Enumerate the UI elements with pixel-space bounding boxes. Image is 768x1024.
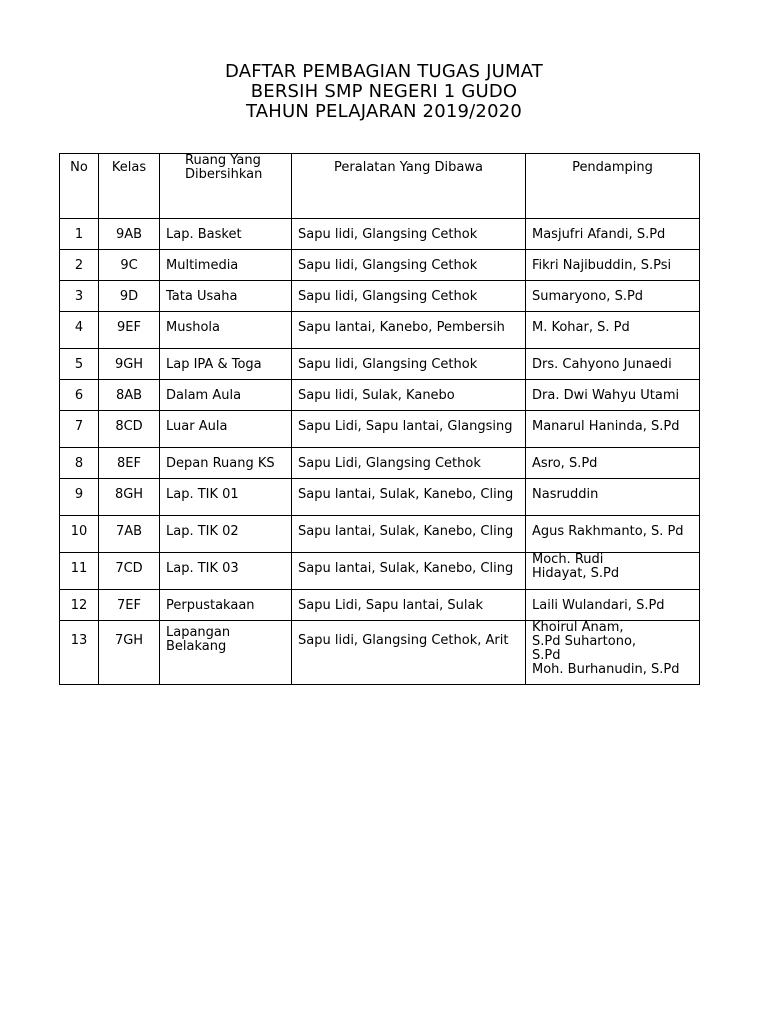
cell-ruang: Tata Usaha [160, 281, 292, 312]
cell-ruang: Lap. Basket [160, 219, 292, 250]
pendamping-line: S.Pd Suhartono, [532, 634, 637, 649]
cell-kelas: 7GH [99, 621, 160, 685]
cell-ruang: Mushola [160, 312, 292, 349]
cell-ruang: Lap. TIK 01 [160, 479, 292, 516]
cell-pendamping: Fikri Najibuddin, S.Psi [526, 250, 700, 281]
cell-peralatan: Sapu lidi, Glangsing Cethok [292, 219, 526, 250]
duty-table [59, 153, 700, 685]
table-header-row [60, 154, 700, 219]
cell-peralatan: Sapu Lidi, Glangsing Cethok [292, 448, 526, 479]
cell-peralatan: Sapu lidi, Glangsing Cethok [292, 281, 526, 312]
pendamping-line: S.Pd [532, 648, 561, 663]
table-row [60, 516, 700, 553]
header-no: No [60, 154, 99, 219]
cell-pendamping: Masjufri Afandi, S.Pd [526, 219, 700, 250]
cell-peralatan: Sapu lidi, Glangsing Cethok [292, 349, 526, 380]
table-row [60, 590, 700, 621]
cell-ruang: Luar Aula [160, 411, 292, 448]
cell-ruang: Lapangan Belakang [160, 621, 292, 685]
header-ruang: Ruang Yang Dibersihkan [160, 154, 292, 219]
cell-ruang: Depan Ruang KS [160, 448, 292, 479]
table-row [60, 553, 700, 590]
cell-kelas: 7CD [99, 553, 160, 590]
cell-pendamping: Dra. Dwi Wahyu Utami [526, 380, 700, 411]
cell-pendamping: Laili Wulandari, S.Pd [526, 590, 700, 621]
cell-kelas: 9C [99, 250, 160, 281]
title-line-3: TAHUN PELAJARAN 2019/2020 [245, 101, 523, 122]
table-row [60, 312, 700, 349]
table-row [60, 479, 700, 516]
cell-peralatan: Sapu lidi, Glangsing Cethok [292, 250, 526, 281]
table-row [60, 411, 700, 448]
cell-pendamping: Nasruddin [526, 479, 700, 516]
cell-no: 11 [60, 553, 99, 590]
cell-ruang: Dalam Aula [160, 380, 292, 411]
cell-pendamping [526, 621, 700, 685]
cell-no: 2 [60, 250, 99, 281]
cell-no: 12 [60, 590, 99, 621]
cell-no: 4 [60, 312, 99, 349]
cell-no: 7 [60, 411, 99, 448]
table-row [60, 621, 700, 685]
cell-peralatan: Sapu lantai, Sulak, Kanebo, Cling [292, 553, 526, 590]
cell-ruang: Lap IPA & Toga [160, 349, 292, 380]
pendamping-line: Khoirul Anam, [532, 620, 624, 635]
cell-pendamping: Manarul Haninda, S.Pd [526, 411, 700, 448]
cell-no: 5 [60, 349, 99, 380]
cell-no: 6 [60, 380, 99, 411]
cell-ruang: Lap. TIK 03 [160, 553, 292, 590]
cell-pendamping: Drs. Cahyono Junaedi [526, 349, 700, 380]
cell-peralatan: Sapu lantai, Sulak, Kanebo, Cling [292, 516, 526, 553]
cell-kelas: 8EF [99, 448, 160, 479]
table-row [60, 380, 700, 411]
cell-peralatan: Sapu Lidi, Sapu lantai, Sulak [292, 590, 526, 621]
title-line-2: BERSIH SMP NEGERI 1 GUDO [250, 81, 518, 102]
table-row [60, 349, 700, 380]
table-row [60, 250, 700, 281]
header-peralatan: Peralatan Yang Dibawa [292, 154, 526, 219]
cell-kelas: 8GH [99, 479, 160, 516]
cell-pendamping: M. Kohar, S. Pd [526, 312, 700, 349]
cell-peralatan: Sapu Lidi, Sapu lantai, Glangsing [292, 411, 526, 448]
document-title [0, 62, 768, 122]
table-row [60, 281, 700, 312]
cell-kelas: 9D [99, 281, 160, 312]
cell-kelas: 8AB [99, 380, 160, 411]
cell-peralatan: Sapu lantai, Sulak, Kanebo, Cling [292, 479, 526, 516]
cell-peralatan: Sapu lidi, Glangsing Cethok, Arit [292, 621, 526, 685]
table-row [60, 448, 700, 479]
cell-ruang: Perpustakaan [160, 590, 292, 621]
cell-peralatan: Sapu lidi, Sulak, Kanebo [292, 380, 526, 411]
cell-kelas: 9GH [99, 349, 160, 380]
cell-ruang: Lap. TIK 02 [160, 516, 292, 553]
table-row [60, 219, 700, 250]
cell-pendamping: Sumaryono, S.Pd [526, 281, 700, 312]
cell-pendamping: Moch. Rudi Hidayat, S.Pd [526, 553, 700, 590]
cell-kelas: 9AB [99, 219, 160, 250]
cell-pendamping: Asro, S.Pd [526, 448, 700, 479]
cell-pendamping: Agus Rakhmanto, S. Pd [526, 516, 700, 553]
cell-kelas: 8CD [99, 411, 160, 448]
cell-kelas: 7AB [99, 516, 160, 553]
cell-no: 8 [60, 448, 99, 479]
cell-kelas: 9EF [99, 312, 160, 349]
cell-no: 3 [60, 281, 99, 312]
cell-no: 9 [60, 479, 99, 516]
title-line-1: DAFTAR PEMBAGIAN TUGAS JUMAT [225, 61, 543, 82]
cell-no: 10 [60, 516, 99, 553]
pendamping-line: Moh. Burhanudin, S.Pd [532, 662, 680, 677]
cell-no: 1 [60, 219, 99, 250]
cell-kelas: 7EF [99, 590, 160, 621]
cell-peralatan: Sapu lantai, Kanebo, Pembersih [292, 312, 526, 349]
header-kelas: Kelas [99, 154, 160, 219]
cell-ruang: Multimedia [160, 250, 292, 281]
header-pendamping: Pendamping [526, 154, 700, 219]
cell-no: 13 [60, 621, 99, 685]
